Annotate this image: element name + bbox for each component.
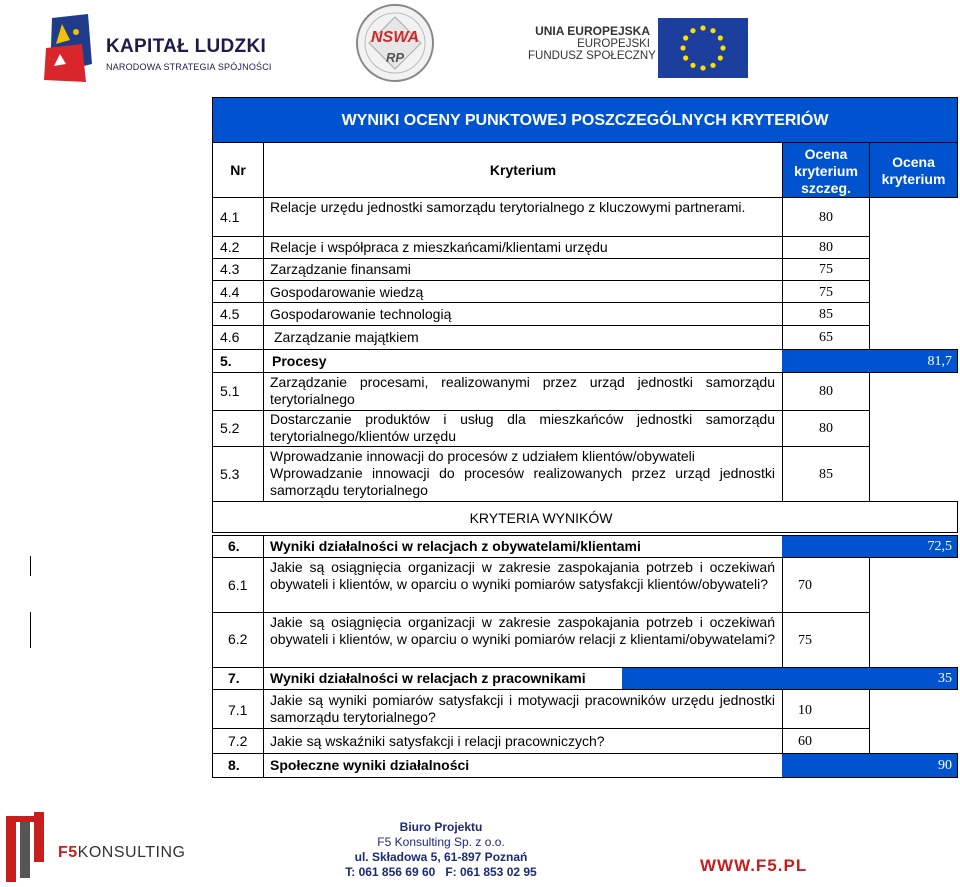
row-5-1-nr: 5.1 — [220, 383, 240, 399]
f5-logo-text — [58, 844, 186, 862]
row-4-2-nr: 4.2 — [220, 239, 240, 255]
row-7-nr: 7. — [228, 670, 240, 686]
section-results-label: KRYTERIA WYNIKÓW — [469, 510, 613, 526]
row-7-1-text: Jakie są wyniki pomiarów satysfakcji i motywacji pracowników urzędu jednostki samorządu terytorialnego? — [270, 692, 775, 725]
f5-konsulting-logo — [0, 808, 186, 887]
row-divider — [263, 728, 264, 754]
row-divider — [263, 689, 264, 729]
f5-prefix: F5 — [58, 844, 78, 861]
row-4-3-text: Zarządzanie finansami — [270, 261, 411, 277]
nswa-sub: RP — [385, 50, 405, 65]
row-5-nr: 5. — [220, 353, 232, 369]
header-nr-label: Nr — [230, 162, 246, 178]
row-divider — [263, 667, 264, 690]
row-4-6-score: 65 — [819, 330, 833, 345]
row-7-2-nr: 7.2 — [228, 733, 248, 749]
row-6-total: 72,5 — [927, 539, 952, 554]
row-divider — [263, 302, 264, 326]
row-5-1-text: Zarządzanie procesami, realizowanymi przez urząd jednostki samorządu terytorialnego — [270, 374, 775, 407]
row-divider — [263, 325, 264, 350]
row-4-3-score: 75 — [819, 262, 833, 277]
margin-mark — [30, 556, 31, 576]
row-7-2-text: Jakie są wskaźniki satysfakcji i relacji pracowniczych? — [270, 733, 605, 749]
row-7-text: Wyniki działalności w relacjach z pracownikami — [270, 670, 586, 686]
header-ocena-szczeg-label: Ocena kryterium szczeg. — [794, 146, 858, 196]
row-divider — [263, 535, 264, 558]
row-5-3-text-a: Wprowadzanie innowacji do procesów z udziałem klientów/obywateli — [270, 448, 695, 464]
row-6-2-text: Jakie są osiągnięcia organizacji w zakresie zaspokajania potrzeb i oczekiwań obywateli i klientów, w oparciu o wyniki pomiarów relacji z klientami/obywatelami? — [270, 614, 775, 647]
row-7-1-score: 10 — [798, 703, 812, 718]
row-4-1-text: Relacje urzędu jednostki samorządu terytorialnego z kluczowymi partnerami. — [270, 199, 746, 215]
row-8-text: Społeczne wyniki działalności — [270, 757, 470, 773]
row-8-total: 90 — [938, 758, 952, 773]
row-divider — [263, 197, 264, 237]
row-divider — [263, 372, 264, 411]
row-8-nr: 8. — [228, 757, 240, 773]
footer-title: Biuro Projektu — [399, 820, 483, 834]
row-7-2-score: 60 — [798, 734, 812, 749]
row-5-2-nr: 5.2 — [220, 420, 240, 436]
row-5-3-text-b: Wprowadzanie innowacji do procesów realizowanych przez urząd jednostki samorządu terytorialnego — [270, 465, 775, 498]
f5-mark-icon — [0, 808, 56, 887]
row-6-2-score: 75 — [798, 633, 812, 648]
row-6-1-nr: 6.1 — [228, 577, 248, 593]
ue-line2: EUROPEJSKI — [577, 38, 650, 50]
row-5-3-score: 85 — [819, 467, 833, 482]
row-4-1-nr: 4.1 — [220, 209, 240, 225]
header-kryterium-label: Kryterium — [489, 162, 557, 178]
margin-mark — [30, 612, 31, 648]
kapital-ludzki-title: KAPITAŁ LUDZKI — [106, 36, 267, 57]
row-4-1-score: 80 — [819, 210, 833, 225]
f5-name: KONSULTING — [77, 844, 186, 861]
row-divider — [263, 410, 264, 447]
table-title: WYNIKI OCENY PUNKTOWEJ POSZCZEGÓLNYCH KRYTERIÓW — [341, 112, 829, 129]
row-4-4-text: Gospodarowanie wiedzą — [270, 284, 424, 300]
row-4-2-score: 80 — [819, 240, 833, 255]
row-divider — [263, 446, 264, 502]
row-5-text: Procesy — [272, 353, 327, 369]
ue-line1: UNIA EUROPEJSKA — [535, 24, 650, 38]
row-4-5-text: Gospodarowanie technologią — [270, 306, 452, 322]
footer-address: ul. Składowa 5, 61-897 Poznań — [354, 850, 528, 864]
footer-phone: T: 061 856 69 60 F: 061 853 02 95 — [345, 865, 537, 879]
row-6-text: Wyniki działalności w relacjach z obywatelami/klientami — [270, 538, 641, 554]
footer-company: F5 Konsulting Sp. z o.o. — [377, 835, 505, 849]
row-5-total: 81,7 — [927, 354, 952, 369]
row-divider — [263, 557, 264, 613]
row-divider — [263, 349, 264, 373]
row-4-2-text: Relacje i współpraca z mieszkańcami/klientami urzędu — [270, 239, 608, 255]
row-5-1-score: 80 — [819, 384, 833, 399]
row-6-1-text: Jakie są osiągnięcia organizacji w zakresie zaspokajania potrzeb i oczekiwań obywateli i klientów, w oparciu o wyniki pomiarów satysfakcji klientów/obywateli? — [270, 559, 775, 592]
footer-info — [300, 820, 582, 880]
row-7-total: 35 — [938, 671, 952, 686]
row-divider — [263, 258, 264, 281]
row-7-1-nr: 7.1 — [228, 702, 248, 718]
row-divider — [263, 236, 264, 259]
row-divider — [263, 753, 264, 778]
ue-line3: FUNDUSZ SPOŁECZNY — [528, 50, 656, 62]
row-5-2-score: 80 — [819, 421, 833, 436]
row-4-6-nr: 4.6 — [220, 329, 240, 345]
row-5-2-text: Dostarczanie produktów i usług dla mieszkańców jednostki samorządu terytorialnego/klientów urzędu — [270, 411, 775, 444]
header-ocena-label: Ocena kryterium — [881, 154, 946, 187]
row-divider — [263, 612, 264, 668]
kapital-ludzki-subtitle: NARODOWA STRATEGIA SPÓJNOŚCI — [106, 62, 272, 72]
row-4-4-nr: 4.4 — [220, 284, 240, 300]
row-6-nr: 6. — [228, 538, 240, 554]
row-4-5-nr: 4.5 — [220, 306, 240, 322]
row-6-1-score: 70 — [798, 578, 812, 593]
row-4-6-text: Zarządzanie majątkiem — [274, 329, 419, 345]
row-5-3-nr: 5.3 — [220, 466, 240, 482]
footer-website-link[interactable]: WWW.F5.PL — [700, 856, 808, 875]
row-divider — [263, 280, 264, 303]
row-4-3-nr: 4.3 — [220, 261, 240, 277]
row-4-4-score: 75 — [819, 285, 833, 300]
row-6-2-nr: 6.2 — [228, 631, 248, 647]
nswa-mark: NSWA — [371, 29, 419, 46]
row-4-5-score: 85 — [819, 307, 833, 322]
